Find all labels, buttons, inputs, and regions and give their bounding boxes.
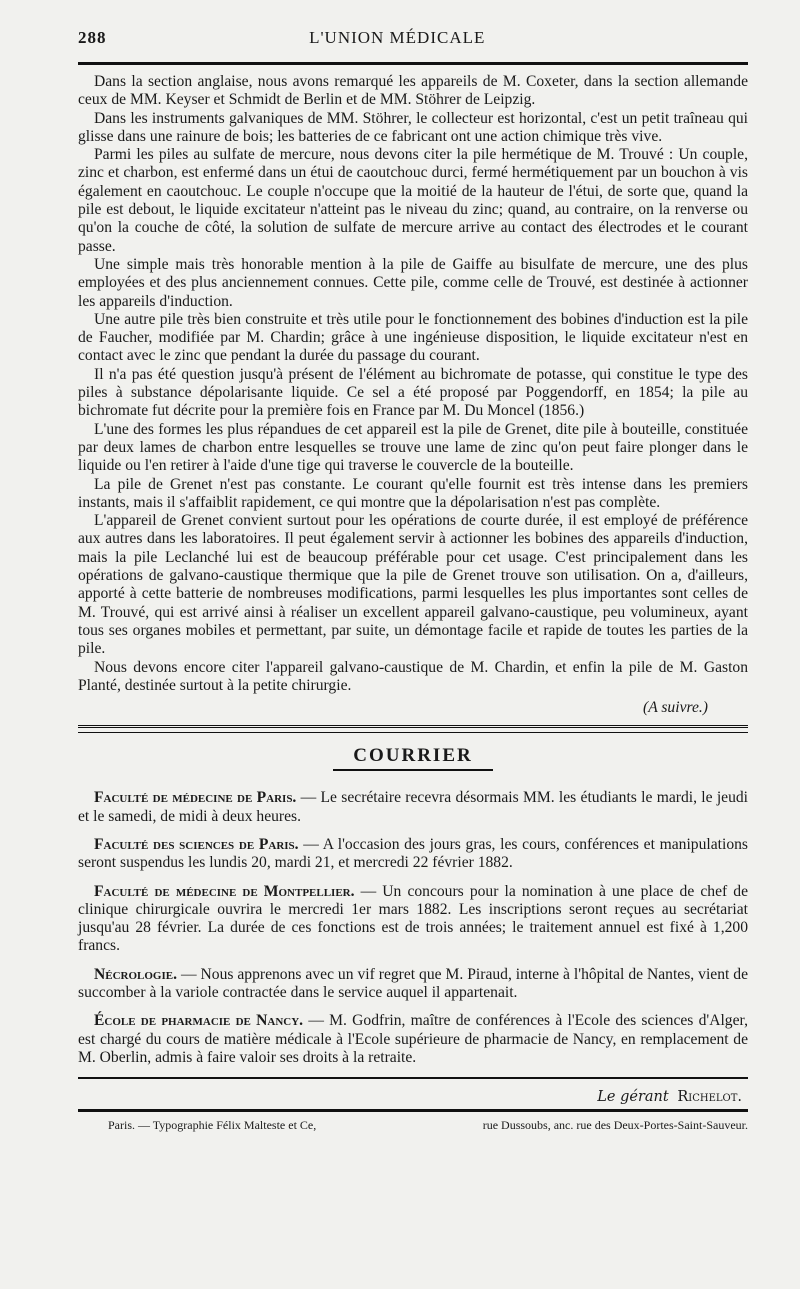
news-text: — Nous apprenons avec un vif regret que M. Piraud, interne à l'hôpital de Nantes, vient de succomber à la variole contractée dans le service auquel il appartenait. [78, 965, 748, 1002]
paragraph: Dans la section anglaise, nous avons remarqué les appareils de M. Coxeter, dans la section allemande ceux de MM. Keyser et Schmidt de Berlin et de MM. Stöhrer de Leipzig. [78, 73, 748, 109]
news-text: — Un concours pour la nomination à une place de chef de clinique chirurgicale ouvrira le mercredi 1er mars 1882. Les inscriptions seront reçues au secrétariat jusqu'au 28 février. La durée de ces fonctions est de trois années; le traitement annuel est fixé à 1,200 francs. [78, 882, 748, 955]
paragraph: Nous devons encore citer l'appareil galvano-caustique de M. Chardin, et enfin la pile de M. Gaston Planté, destinée surtout à la petite chirurgie. [78, 658, 748, 694]
paragraph: Une autre pile très bien construite et très utile pour le fonctionnement des bobines d'induction est la pile de Faucher, modifiée par M. Chardin; grâce à une ingénieuse disposition, le liquide excitateur n'est en contact avec le zinc que pendant la durée du passage du courant. [78, 310, 748, 365]
news-heading: Faculté de médecine de Montpellier. [94, 882, 355, 900]
paragraph: Une simple mais très honorable mention à la pile de Gaiffe au bisulfate de mercure, une des plus employées et des plus anciennement connues. Cette pile, comme celle de Trouvé, est destinée à actionner les appareils d'induction. [78, 255, 748, 310]
news-item [78, 883, 748, 956]
news-item [78, 966, 748, 1003]
news-text: — A l'occasion des jours gras, les cours, conférences et manipulations seront suspendus les lundis 20, mardi 21, et mercredi 22 février 1882. [78, 835, 748, 872]
paragraph: L'appareil de Grenet convient surtout pour les opérations de courte durée, il est employé de préférence aux autres dans les laboratoires. Il peut également servir à actionner les bobines des appareils d'induction, mais la pile Leclanché lui est de beaucoup préférable pour cet usage. C'est principalement dans les opérations de galvano-caustique thermique que la pile de Grenet trouve son utilisation. On a, d'ailleurs, apporté à cette batterie de nombreuses modifications, parmi lesquelles les plus importantes sont celles de M. Trouvé, qui est arrivé ainsi à réaliser un excellent appareil galvano-caustique, peu volumineux, ayant tous ses organes mobiles et permettant, par suite, un démontage facile et rapide de toutes les parties de la pile. [78, 512, 748, 658]
title-underline [333, 769, 493, 771]
news-item [78, 789, 748, 826]
imprint-printer: Paris. — Typographie Félix Malteste et Ce, [108, 1118, 317, 1133]
news-text: — Le secrétaire recevra désormais MM. les étudiants le mardi, le jeudi et le samedi, de midi à deux heures. [78, 789, 748, 825]
header-rule [78, 62, 748, 65]
imprint-rule [78, 1109, 748, 1112]
news-heading: Faculté des sciences de Paris. [94, 835, 299, 853]
paragraph: Il n'a pas été question jusqu'à présent de l'élément au bichromate de potasse, qui constitue le type des piles à substance dépolarisante liquide. Ce sel a été proposé par Poggendorff, en 1854; la pile au bichromate fut décrite pour la première fois en France par M. Du Moncel (1856.) [78, 365, 748, 420]
gerant-label: Le gérant [597, 1089, 669, 1106]
courrier-news [78, 789, 748, 1067]
page-number: 288 [78, 28, 107, 47]
continuation-note: (A suivre.) [643, 699, 708, 717]
running-head [78, 28, 748, 58]
section-title: COURRIER [353, 745, 473, 767]
news-heading: Nécrologie. [94, 965, 178, 983]
imprint-address: rue Dussoubs, anc. rue des Deux-Portes-Saint-Sauveur. [482, 1118, 748, 1133]
paragraph: Dans les instruments galvaniques de MM. Stöhrer, le collecteur est horizontal, c'est un petit traîneau qui glisse dans une rainure de bois; les batteries de ce fabricant ont une action chimique très vive. [78, 109, 748, 145]
section-divider [78, 725, 748, 733]
journal-title: L'UNION MÉDICALE [309, 28, 486, 47]
gerant-line [78, 1089, 742, 1105]
article-body [78, 73, 748, 717]
paragraph: Parmi les piles au sulfate de mercure, nous devons citer la pile hermétique de M. Trouvé : Un couple, zinc et charbon, est enfermé dans un étui de caoutchouc durci, fermé hermétiquement par un bouchon à vis également en caoutchouc. Le couple n'occupe que la moitié de la hauteur de l'étui, de sorte que, quand la pile est debout, le liquide excitateur n'atteint pas le niveau du zinc; quand, au contraire, on la renverse ou qu'on la couche de côté, la solution de sulfate de mercure arrive au contact des électrodes et le courant passe. [78, 146, 748, 255]
news-heading: École de pharmacie de Nancy. [94, 1012, 304, 1030]
paragraph: L'une des formes les plus répandues de cet appareil est la pile de Grenet, dite pile à bouteille, constituée par deux lames de charbon entre lesquelles se trouve une lame de zinc qu'on peut faire plonger dans le liquide ou l'en retirer à l'aide d'une tige qui traverse le couvercle de la bouteille. [78, 420, 748, 475]
news-item [78, 836, 748, 873]
news-item [78, 1012, 748, 1067]
gerant-name: Richelot. [677, 1089, 742, 1106]
news-heading: Faculté de médecine de Paris. [94, 789, 297, 807]
paragraph: La pile de Grenet n'est pas constante. Le courant qu'elle fournit est très intense dans les premiers instants, mais il s'affaiblit rapidement, ce qui montre que la dépolarisation n'est pas complète. [78, 475, 748, 511]
footer-rule [78, 1077, 748, 1079]
news-text: — M. Godfrin, maître de conférences à l'Ecole des sciences d'Alger, est chargé du cours de matière médicale à l'Ecole supérieure de pharmacie de Nancy, en remplacement de M. Oberlin, admis à faire valoir ses droits à la retraite. [78, 1012, 748, 1066]
imprint [78, 1118, 748, 1133]
